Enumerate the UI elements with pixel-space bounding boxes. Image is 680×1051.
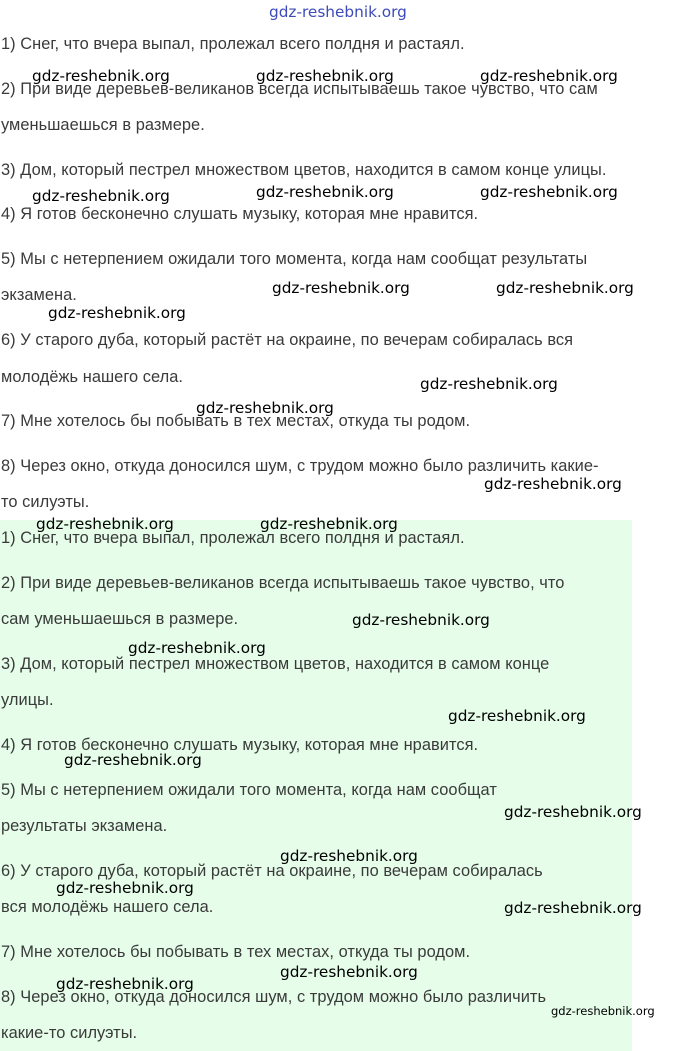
watermark: gdz-reshebnik.org bbox=[128, 639, 266, 657]
watermark: gdz-reshebnik.org bbox=[256, 183, 394, 201]
sentence-line: 6) У старого дуба, который растёт на окраине, по вечерам собиралась вся bbox=[1, 331, 574, 349]
answer-block-highlighted bbox=[0, 520, 632, 1051]
sentence-line: 1) Снег, что вчера выпал, пролежал всего полдня и растаял. bbox=[1, 35, 465, 53]
sentence-line: то силуэты. bbox=[1, 493, 90, 511]
watermark: gdz-reshebnik.org bbox=[504, 803, 642, 821]
sentence-line: 4) Я готов бесконечно слушать музыку, которая мне нравится. bbox=[1, 736, 479, 754]
sentence-line: уменьшаешься в размере. bbox=[1, 116, 205, 134]
watermark: gdz-reshebnik.org bbox=[196, 399, 334, 417]
watermark: gdz-reshebnik.org bbox=[484, 475, 622, 493]
answer-block-original bbox=[0, 0, 680, 520]
watermark: gdz-reshebnik.org bbox=[272, 279, 410, 297]
watermark: gdz-reshebnik.org bbox=[504, 899, 642, 917]
sentence-line: 5) Мы с нетерпением ожидали того момента, когда нам сообщат результаты bbox=[1, 250, 588, 268]
sentence-line: 2) При виде деревьев-великанов всегда испытываешь такое чувство, что bbox=[1, 574, 565, 592]
watermark: gdz-reshebnik.org bbox=[36, 515, 174, 533]
watermark: gdz-reshebnik.org bbox=[64, 751, 202, 769]
sentence-line: какие-то силуэты. bbox=[1, 1024, 138, 1042]
sentence-line: результаты экзамена. bbox=[1, 817, 168, 835]
sentence-line: 5) Мы с нетерпением ожидали того момента, когда нам сообщат bbox=[1, 781, 497, 799]
sentence-line: 8) Через окно, откуда доносился шум, с трудом можно было различить какие- bbox=[1, 457, 599, 475]
watermark: gdz-reshebnik.org bbox=[280, 963, 418, 981]
watermark: gdz-reshebnik.org bbox=[480, 183, 618, 201]
sentence-line: 6) У старого дуба, который растёт на окраине, по вечерам собиралась bbox=[1, 862, 543, 880]
watermark: gdz-reshebnik.org bbox=[480, 67, 618, 85]
sentence-line: 8) Через окно, откуда доносился шум, с трудом можно было различить bbox=[1, 988, 547, 1006]
sentence-line: молодёжь нашего села. bbox=[1, 368, 184, 386]
watermark: gdz-reshebnik.org bbox=[260, 515, 398, 533]
sentence-line: 3) Дом, который пестрел множеством цветов, находится в самом конце улицы. bbox=[1, 161, 607, 179]
sentence-line: 7) Мне хотелось бы побывать в тех местах, откуда ты родом. bbox=[1, 412, 471, 430]
sentence-line: вся молодёжь нашего села. bbox=[1, 898, 214, 916]
watermark: gdz-reshebnik.org bbox=[352, 611, 490, 629]
sentence-line: 3) Дом, который пестрел множеством цветов, находится в самом конце bbox=[1, 655, 550, 673]
sentence-line: 4) Я готов бесконечно слушать музыку, которая мне нравится. bbox=[1, 205, 479, 223]
watermark: gdz-reshebnik.org bbox=[32, 187, 170, 205]
watermark: gdz-reshebnik.org bbox=[56, 975, 194, 993]
watermark: gdz-reshebnik.org bbox=[420, 375, 558, 393]
watermark: gdz-reshebnik.org bbox=[256, 67, 394, 85]
watermark-small: gdz-reshebnik.org bbox=[551, 1004, 655, 1018]
sentence-line: 1) Снег, что вчера выпал, пролежал всего полдня и растаял. bbox=[1, 529, 465, 547]
sentence-line: 7) Мне хотелось бы побывать в тех местах, откуда ты родом. bbox=[1, 943, 471, 961]
watermark: gdz-reshebnik.org bbox=[48, 304, 186, 322]
watermark: gdz-reshebnik.org bbox=[280, 847, 418, 865]
watermark: gdz-reshebnik.org bbox=[496, 279, 634, 297]
watermark: gdz-reshebnik.org bbox=[448, 707, 586, 725]
sentence-line: экзамена. bbox=[1, 286, 77, 304]
sentence-line: сам уменьшаешься в размере. bbox=[1, 610, 239, 628]
sentence-line: 2) При виде деревьев-великанов всегда испытываешь такое чувство, что сам bbox=[1, 80, 598, 98]
sentence-line: улицы. bbox=[1, 691, 54, 709]
watermark: gdz-reshebnik.org bbox=[32, 67, 170, 85]
watermark: gdz-reshebnik.org bbox=[56, 879, 194, 897]
site-watermark: gdz-reshebnik.org bbox=[269, 3, 407, 21]
